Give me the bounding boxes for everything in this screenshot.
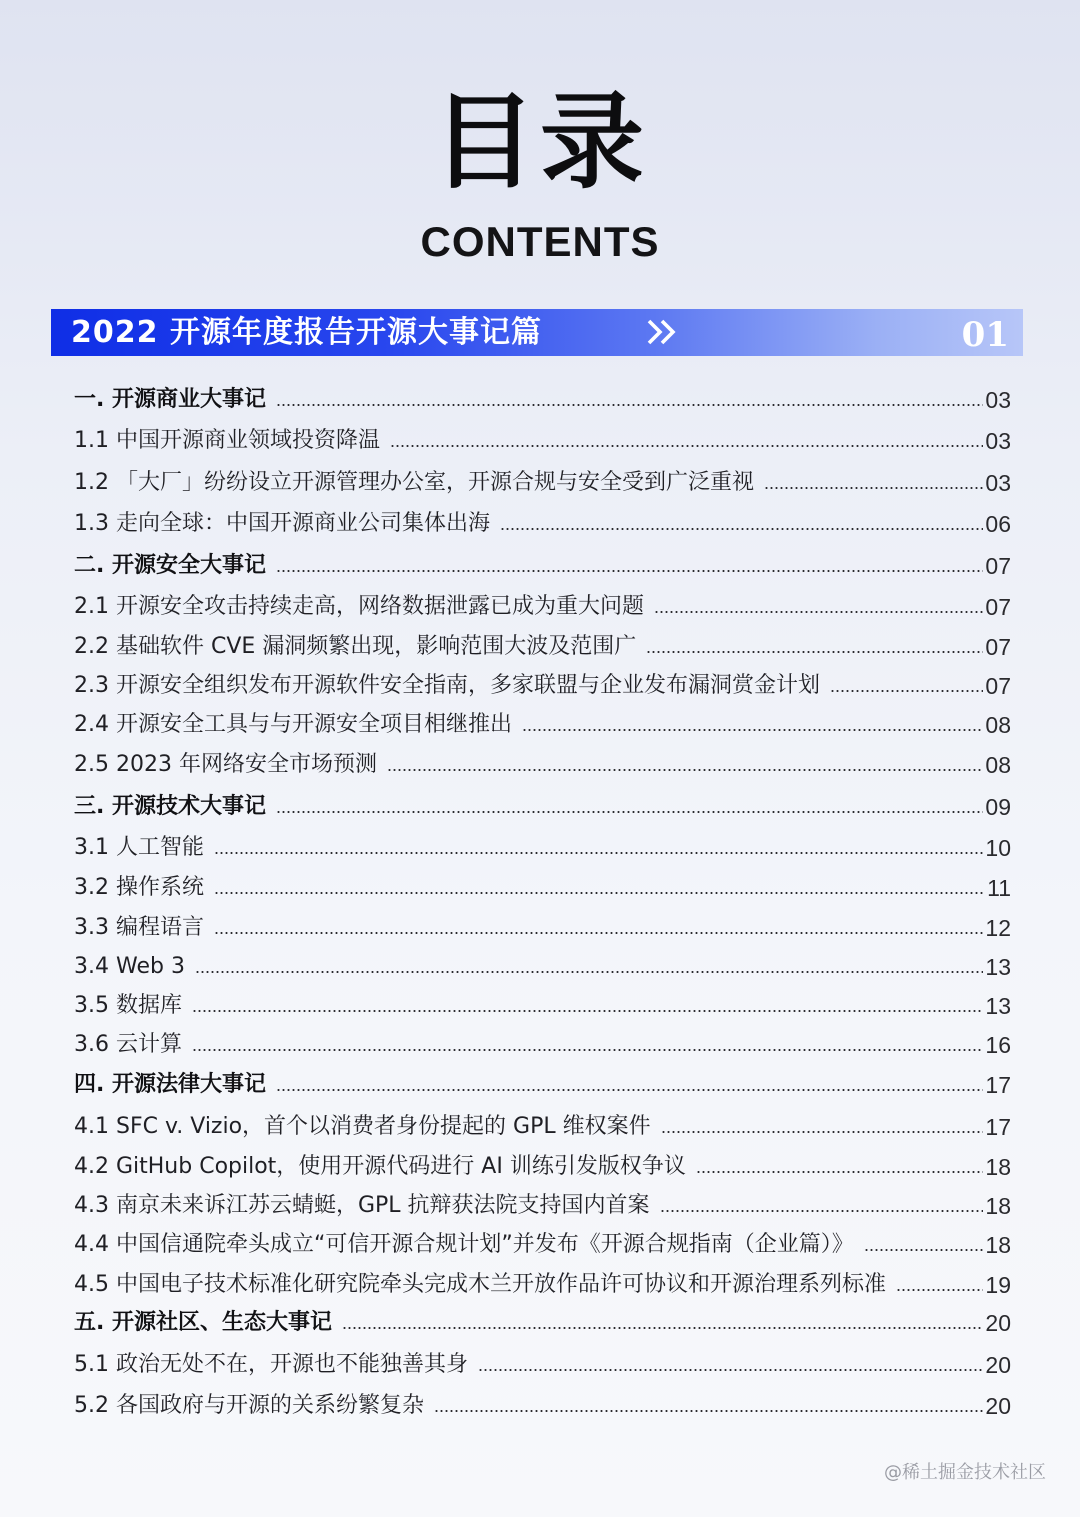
dot-leader bbox=[830, 689, 983, 693]
toc-row[interactable] bbox=[74, 710, 1011, 740]
toc-row[interactable] bbox=[74, 952, 1011, 982]
toc-label: 5.2 各国政府与开源的关系纷繁复杂 bbox=[74, 1393, 424, 1418]
dot-leader bbox=[276, 569, 983, 573]
toc-row[interactable] bbox=[74, 833, 1011, 863]
toc-label: 4.3 南京未来诉江苏云蜻蜓，GPL 抗辩获法院支持国内首案 bbox=[74, 1193, 650, 1218]
dot-leader bbox=[390, 444, 983, 448]
toc-page-number: 18 bbox=[985, 1154, 1011, 1180]
dot-leader bbox=[660, 1209, 984, 1213]
toc-page-number: 11 bbox=[987, 875, 1011, 901]
toc-page-number: 07 bbox=[985, 673, 1011, 699]
toc-page-number: 18 bbox=[985, 1193, 1011, 1219]
toc-row[interactable] bbox=[74, 1350, 1011, 1380]
toc-row[interactable] bbox=[74, 1152, 1011, 1182]
toc-label: 四. 开源法律大事记 bbox=[74, 1072, 267, 1097]
toc-page-number: 17 bbox=[985, 1114, 1011, 1140]
toc-label: 2.3 开源安全组织发布开源软件安全指南，多家联盟与企业发布漏洞赏金计划 bbox=[74, 673, 820, 698]
toc-label: 1.2 「大厂」纷纷设立开源管理办公室，开源合规与安全受到广泛重视 bbox=[74, 470, 754, 495]
toc-page-number: 13 bbox=[985, 993, 1011, 1019]
toc-row[interactable] bbox=[74, 792, 1011, 822]
toc-row[interactable] bbox=[74, 551, 1011, 581]
dot-leader bbox=[192, 1048, 983, 1052]
dot-leader bbox=[696, 1170, 984, 1174]
toc-page-number: 18 bbox=[985, 1232, 1011, 1258]
toc-row[interactable] bbox=[74, 1230, 1011, 1260]
toc-page-number: 07 bbox=[985, 553, 1011, 579]
toc-label: 4.5 中国电子技术标准化研究院牵头完成木兰开放作品许可协议和开源治理系列标准 bbox=[74, 1272, 886, 1297]
toc-row[interactable] bbox=[74, 1112, 1011, 1142]
toc-page-number: 17 bbox=[985, 1072, 1011, 1098]
toc-row[interactable] bbox=[74, 913, 1011, 943]
toc-label: 4.4 中国信通院牵头成立“可信开源合规计划”并发布《开源合规指南（企业篇）》 bbox=[74, 1232, 854, 1257]
dot-leader bbox=[276, 403, 983, 407]
toc-row[interactable] bbox=[74, 385, 1011, 415]
dot-leader bbox=[276, 1088, 983, 1092]
toc-label: 1.1 中国开源商业领域投资降温 bbox=[74, 428, 380, 453]
toc-label: 2.2 基础软件 CVE 漏洞频繁出现，影响范围大波及范围广 bbox=[74, 634, 637, 659]
chapter-number: 01 bbox=[961, 315, 1009, 355]
toc-page-number: 06 bbox=[985, 511, 1011, 537]
toc-label: 一. 开源商业大事记 bbox=[74, 387, 267, 412]
toc-page-number: 03 bbox=[985, 387, 1011, 413]
dot-leader bbox=[500, 527, 983, 531]
dot-leader bbox=[214, 931, 983, 935]
dot-leader bbox=[764, 486, 983, 490]
toc-page-number: 20 bbox=[985, 1393, 1011, 1419]
toc-label: 4.1 SFC v. Vizio，首个以消费者身份提起的 GPL 维权案件 bbox=[74, 1114, 651, 1139]
toc-label: 3.3 编程语言 bbox=[74, 915, 204, 940]
toc-label: 2.1 开源安全攻击持续走高，网络数据泄露已成为重大问题 bbox=[74, 594, 644, 619]
dot-leader bbox=[522, 728, 983, 732]
toc-label: 3.6 云计算 bbox=[74, 1032, 182, 1057]
toc-page-number: 09 bbox=[985, 794, 1011, 820]
toc-label: 3.4 Web 3 bbox=[74, 954, 185, 979]
toc-row[interactable] bbox=[74, 1270, 1011, 1300]
toc-page-number: 12 bbox=[985, 915, 1011, 941]
toc-row[interactable] bbox=[74, 1191, 1011, 1221]
toc-page-number: 07 bbox=[985, 634, 1011, 660]
toc-label: 五. 开源社区、生态大事记 bbox=[74, 1310, 333, 1335]
toc-row[interactable] bbox=[74, 509, 1011, 539]
dot-leader bbox=[864, 1248, 984, 1252]
toc-label: 4.2 GitHub Copilot，使用开源代码进行 AI 训练引发版权争议 bbox=[74, 1154, 686, 1179]
toc-label: 1.3 走向全球：中国开源商业公司集体出海 bbox=[74, 511, 490, 536]
toc-page-number: 07 bbox=[985, 594, 1011, 620]
toc-label: 3.1 人工智能 bbox=[74, 835, 204, 860]
toc-page-number: 19 bbox=[985, 1272, 1011, 1298]
toc-row[interactable] bbox=[74, 1030, 1011, 1060]
toc-label: 2.4 开源安全工具与与开源安全项目相继推出 bbox=[74, 712, 512, 737]
dot-leader bbox=[214, 891, 985, 895]
toc-page-number: 20 bbox=[985, 1310, 1011, 1336]
page-title: 目录 bbox=[431, 81, 648, 203]
toc-page-number: 08 bbox=[985, 712, 1011, 738]
toc-page-number: 10 bbox=[985, 835, 1011, 861]
toc-label: 三. 开源技术大事记 bbox=[74, 794, 267, 819]
toc-label: 2.5 2023 年网络安全市场预测 bbox=[74, 752, 377, 777]
toc-row[interactable] bbox=[74, 1391, 1011, 1421]
toc-page-number: 13 bbox=[985, 954, 1011, 980]
dot-leader bbox=[195, 970, 983, 974]
dot-leader bbox=[387, 768, 983, 772]
toc-label: 5.1 政治无处不在，开源也不能独善其身 bbox=[74, 1352, 468, 1377]
dot-leader bbox=[896, 1288, 983, 1292]
toc-row[interactable] bbox=[74, 1070, 1011, 1100]
toc-row[interactable] bbox=[74, 592, 1011, 622]
table-of-contents bbox=[74, 0, 1011, 1517]
dot-leader bbox=[214, 851, 983, 855]
toc-row[interactable] bbox=[74, 991, 1011, 1021]
dot-leader bbox=[342, 1326, 983, 1330]
toc-row[interactable] bbox=[74, 873, 1011, 903]
dot-leader bbox=[478, 1368, 983, 1372]
toc-row[interactable] bbox=[74, 671, 1011, 701]
dot-leader bbox=[661, 1130, 984, 1134]
toc-label: 3.5 数据库 bbox=[74, 993, 182, 1018]
toc-page-number: 08 bbox=[985, 752, 1011, 778]
toc-page-number: 03 bbox=[985, 428, 1011, 454]
dot-leader bbox=[192, 1009, 983, 1013]
watermark: @稀土掘金技术社区 bbox=[884, 1462, 1046, 1483]
dot-leader bbox=[654, 610, 983, 614]
page-subtitle: CONTENTS bbox=[420, 218, 660, 265]
toc-label: 3.2 操作系统 bbox=[74, 875, 204, 900]
toc-page-number: 16 bbox=[985, 1032, 1011, 1058]
toc-row[interactable] bbox=[74, 750, 1011, 780]
toc-row[interactable] bbox=[74, 1308, 1011, 1338]
dot-leader bbox=[646, 650, 983, 654]
toc-row[interactable] bbox=[74, 468, 1011, 498]
dot-leader bbox=[276, 810, 983, 814]
toc-row[interactable] bbox=[74, 426, 1011, 456]
chapter-title: 2022 开源年度报告开源大事记篇 bbox=[71, 315, 542, 350]
toc-page-number: 03 bbox=[985, 470, 1011, 496]
toc-row[interactable] bbox=[74, 632, 1011, 662]
toc-label: 二. 开源安全大事记 bbox=[74, 553, 267, 578]
dot-leader bbox=[434, 1409, 983, 1413]
toc-page-number: 20 bbox=[985, 1352, 1011, 1378]
